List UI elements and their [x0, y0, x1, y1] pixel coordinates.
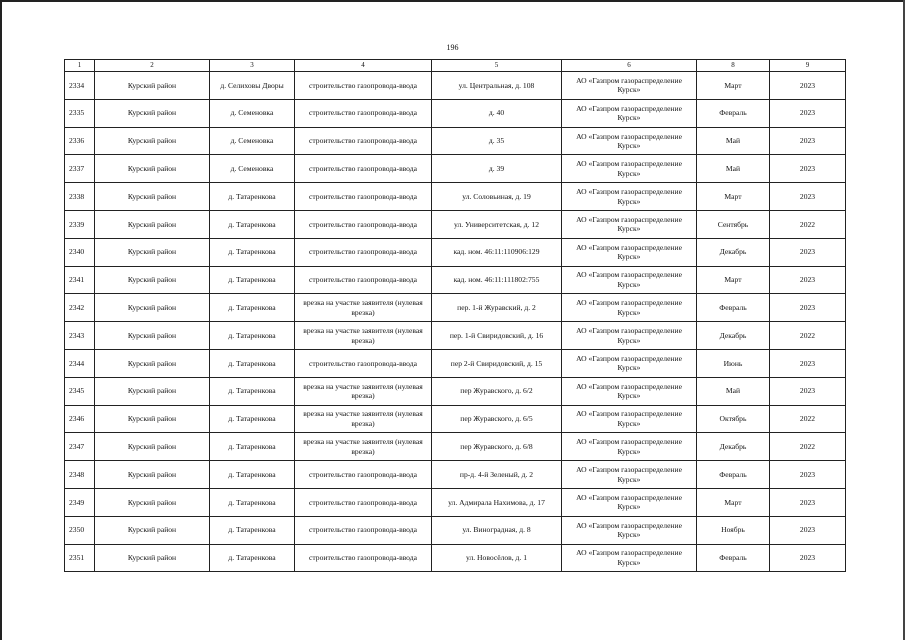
month-cell: Февраль: [697, 461, 770, 489]
district-cell: Курский район: [95, 238, 210, 266]
organization-cell: АО «Газпром газораспределение Курск»: [562, 266, 697, 294]
organization-cell: АО «Газпром газораспределение Курск»: [562, 210, 697, 238]
district-cell: Курский район: [95, 322, 210, 350]
settlement-cell: д. Селиховы Дворы: [210, 72, 295, 100]
row-number-cell: 2336: [65, 127, 95, 155]
month-cell: Июнь: [697, 349, 770, 377]
organization-cell: АО «Газпром газораспределение Курск»: [562, 155, 697, 183]
row-number-cell: 2351: [65, 544, 95, 572]
district-cell: Курский район: [95, 127, 210, 155]
month-cell: Декабрь: [697, 433, 770, 461]
row-number-cell: 2344: [65, 349, 95, 377]
table-row: [65, 433, 846, 461]
work-type-cell: строительство газопровода-ввода: [295, 266, 432, 294]
address-cell: ул. Адмирала Нахимова, д. 17: [432, 488, 562, 516]
organization-cell: АО «Газпром газораспределение Курск»: [562, 405, 697, 433]
row-number-cell: 2337: [65, 155, 95, 183]
scan-border-left: [0, 0, 2, 640]
month-cell: Ноябрь: [697, 516, 770, 544]
address-cell: пер Журавского, д. 6/5: [432, 405, 562, 433]
table-row: [65, 516, 846, 544]
table-row: [65, 127, 846, 155]
work-type-cell: врезка на участке заявителя (нулевая врезка): [295, 322, 432, 350]
work-type-cell: строительство газопровода-ввода: [295, 516, 432, 544]
year-cell: 2023: [770, 377, 846, 405]
table-row: [65, 544, 846, 572]
month-cell: Сентябрь: [697, 210, 770, 238]
month-cell: Март: [697, 488, 770, 516]
organization-cell: АО «Газпром газораспределение Курск»: [562, 516, 697, 544]
settlement-cell: д. Татаренкова: [210, 405, 295, 433]
month-cell: Май: [697, 127, 770, 155]
settlement-cell: д. Семеновка: [210, 155, 295, 183]
row-number-cell: 2340: [65, 238, 95, 266]
table-row: [65, 488, 846, 516]
page-number: 196: [446, 43, 459, 52]
table-row: [65, 294, 846, 322]
month-cell: Февраль: [697, 544, 770, 572]
work-type-cell: строительство газопровода-ввода: [295, 544, 432, 572]
address-cell: пер. 1-й Свиридовский, д. 16: [432, 322, 562, 350]
settlement-cell: д. Татаренкова: [210, 349, 295, 377]
district-cell: Курский район: [95, 210, 210, 238]
scan-border-top: [0, 0, 905, 2]
work-type-cell: строительство газопровода-ввода: [295, 349, 432, 377]
address-cell: пер Журавского, д. 6/2: [432, 377, 562, 405]
district-cell: Курский район: [95, 405, 210, 433]
year-cell: 2023: [770, 461, 846, 489]
organization-cell: АО «Газпром газораспределение Курск»: [562, 294, 697, 322]
row-number-cell: 2334: [65, 72, 95, 100]
table-row: [65, 72, 846, 100]
month-cell: Май: [697, 155, 770, 183]
settlement-cell: д. Татаренкова: [210, 183, 295, 211]
district-cell: Курский район: [95, 488, 210, 516]
work-type-cell: строительство газопровода-ввода: [295, 488, 432, 516]
table-body: [65, 72, 846, 572]
work-type-cell: строительство газопровода-ввода: [295, 99, 432, 127]
address-cell: пер 2-й Свиридовский, д. 15: [432, 349, 562, 377]
district-cell: Курский район: [95, 99, 210, 127]
address-cell: ул. Центральная, д. 108: [432, 72, 562, 100]
work-type-cell: строительство газопровода-ввода: [295, 238, 432, 266]
settlement-cell: д. Татаренкова: [210, 322, 295, 350]
row-number-cell: 2342: [65, 294, 95, 322]
row-number-cell: 2347: [65, 433, 95, 461]
column-number-row: [65, 60, 846, 72]
organization-cell: АО «Газпром газораспределение Курск»: [562, 488, 697, 516]
settlement-cell: д. Татаренкова: [210, 294, 295, 322]
table-row: [65, 322, 846, 350]
year-cell: 2023: [770, 266, 846, 294]
table-row: [65, 210, 846, 238]
address-cell: ул. Соловьиная, д. 19: [432, 183, 562, 211]
row-number-cell: 2335: [65, 99, 95, 127]
organization-cell: АО «Газпром газораспределение Курск»: [562, 127, 697, 155]
column-header: 9: [770, 60, 846, 72]
address-cell: ул. Виноградная, д. 8: [432, 516, 562, 544]
month-cell: Март: [697, 183, 770, 211]
year-cell: 2023: [770, 516, 846, 544]
column-header: 8: [697, 60, 770, 72]
address-cell: ул. Университетская, д. 12: [432, 210, 562, 238]
address-cell: пер Журавского, д. 6/8: [432, 433, 562, 461]
table-row: [65, 238, 846, 266]
organization-cell: АО «Газпром газораспределение Курск»: [562, 99, 697, 127]
work-type-cell: врезка на участке заявителя (нулевая врезка): [295, 377, 432, 405]
table-row: [65, 461, 846, 489]
work-type-cell: врезка на участке заявителя (нулевая врезка): [295, 294, 432, 322]
table-row: [65, 266, 846, 294]
table-row: [65, 405, 846, 433]
month-cell: Май: [697, 377, 770, 405]
organization-cell: АО «Газпром газораспределение Курск»: [562, 461, 697, 489]
table-row: [65, 183, 846, 211]
district-cell: Курский район: [95, 349, 210, 377]
table-row: [65, 377, 846, 405]
work-type-cell: строительство газопровода-ввода: [295, 183, 432, 211]
month-cell: Февраль: [697, 294, 770, 322]
settlement-cell: д. Татаренкова: [210, 266, 295, 294]
year-cell: 2023: [770, 72, 846, 100]
year-cell: 2023: [770, 488, 846, 516]
district-cell: Курский район: [95, 516, 210, 544]
organization-cell: АО «Газпром газораспределение Курск»: [562, 544, 697, 572]
settlement-cell: д. Татаренкова: [210, 461, 295, 489]
organization-cell: АО «Газпром газораспределение Курск»: [562, 72, 697, 100]
district-cell: Курский район: [95, 461, 210, 489]
column-header: 2: [95, 60, 210, 72]
row-number-cell: 2346: [65, 405, 95, 433]
row-number-cell: 2345: [65, 377, 95, 405]
district-cell: Курский район: [95, 294, 210, 322]
organization-cell: АО «Газпром газораспределение Курск»: [562, 322, 697, 350]
column-header: 3: [210, 60, 295, 72]
organization-cell: АО «Газпром газораспределение Курск»: [562, 433, 697, 461]
column-header: 4: [295, 60, 432, 72]
month-cell: Март: [697, 266, 770, 294]
row-number-cell: 2350: [65, 516, 95, 544]
address-cell: д. 35: [432, 127, 562, 155]
settlement-cell: д. Татаренкова: [210, 516, 295, 544]
district-cell: Курский район: [95, 377, 210, 405]
year-cell: 2023: [770, 349, 846, 377]
work-type-cell: врезка на участке заявителя (нулевая врезка): [295, 405, 432, 433]
year-cell: 2023: [770, 127, 846, 155]
table-row: [65, 349, 846, 377]
year-cell: 2023: [770, 183, 846, 211]
work-type-cell: строительство газопровода-ввода: [295, 461, 432, 489]
year-cell: 2023: [770, 294, 846, 322]
row-number-cell: 2343: [65, 322, 95, 350]
table-row: [65, 99, 846, 127]
gas-connection-schedule-table: [64, 59, 846, 572]
year-cell: 2023: [770, 99, 846, 127]
settlement-cell: д. Татаренкова: [210, 377, 295, 405]
district-cell: Курский район: [95, 155, 210, 183]
column-header: 1: [65, 60, 95, 72]
year-cell: 2022: [770, 433, 846, 461]
district-cell: Курский район: [95, 183, 210, 211]
work-type-cell: врезка на участке заявителя (нулевая врезка): [295, 433, 432, 461]
settlement-cell: д. Татаренкова: [210, 544, 295, 572]
table-row: [65, 155, 846, 183]
row-number-cell: 2339: [65, 210, 95, 238]
address-cell: пер. 1-й Журавский, д. 2: [432, 294, 562, 322]
work-type-cell: строительство газопровода-ввода: [295, 210, 432, 238]
row-number-cell: 2341: [65, 266, 95, 294]
organization-cell: АО «Газпром газораспределение Курск»: [562, 183, 697, 211]
district-cell: Курский район: [95, 72, 210, 100]
address-cell: пр-д. 4-й Зеленый, д. 2: [432, 461, 562, 489]
district-cell: Курский район: [95, 544, 210, 572]
month-cell: Декабрь: [697, 238, 770, 266]
settlement-cell: д. Семеновка: [210, 127, 295, 155]
work-type-cell: строительство газопровода-ввода: [295, 72, 432, 100]
year-cell: 2022: [770, 322, 846, 350]
settlement-cell: д. Татаренкова: [210, 488, 295, 516]
address-cell: д. 40: [432, 99, 562, 127]
column-header: 5: [432, 60, 562, 72]
organization-cell: АО «Газпром газораспределение Курск»: [562, 349, 697, 377]
settlement-cell: д. Татаренкова: [210, 210, 295, 238]
organization-cell: АО «Газпром газораспределение Курск»: [562, 238, 697, 266]
month-cell: Февраль: [697, 99, 770, 127]
year-cell: 2023: [770, 544, 846, 572]
row-number-cell: 2338: [65, 183, 95, 211]
work-type-cell: строительство газопровода-ввода: [295, 127, 432, 155]
address-cell: д. 39: [432, 155, 562, 183]
column-header: 6: [562, 60, 697, 72]
organization-cell: АО «Газпром газораспределение Курск»: [562, 377, 697, 405]
address-cell: ул. Новосёлов, д. 1: [432, 544, 562, 572]
settlement-cell: д. Татаренкова: [210, 238, 295, 266]
settlement-cell: д. Татаренкова: [210, 433, 295, 461]
year-cell: 2023: [770, 238, 846, 266]
year-cell: 2022: [770, 210, 846, 238]
settlement-cell: д. Семеновка: [210, 99, 295, 127]
row-number-cell: 2348: [65, 461, 95, 489]
address-cell: кад. ном. 46:11:111802:755: [432, 266, 562, 294]
district-cell: Курский район: [95, 266, 210, 294]
address-cell: кад. ном. 46:11:110906:129: [432, 238, 562, 266]
month-cell: Март: [697, 72, 770, 100]
month-cell: Октябрь: [697, 405, 770, 433]
year-cell: 2023: [770, 155, 846, 183]
year-cell: 2022: [770, 405, 846, 433]
work-type-cell: строительство газопровода-ввода: [295, 155, 432, 183]
row-number-cell: 2349: [65, 488, 95, 516]
month-cell: Декабрь: [697, 322, 770, 350]
district-cell: Курский район: [95, 433, 210, 461]
